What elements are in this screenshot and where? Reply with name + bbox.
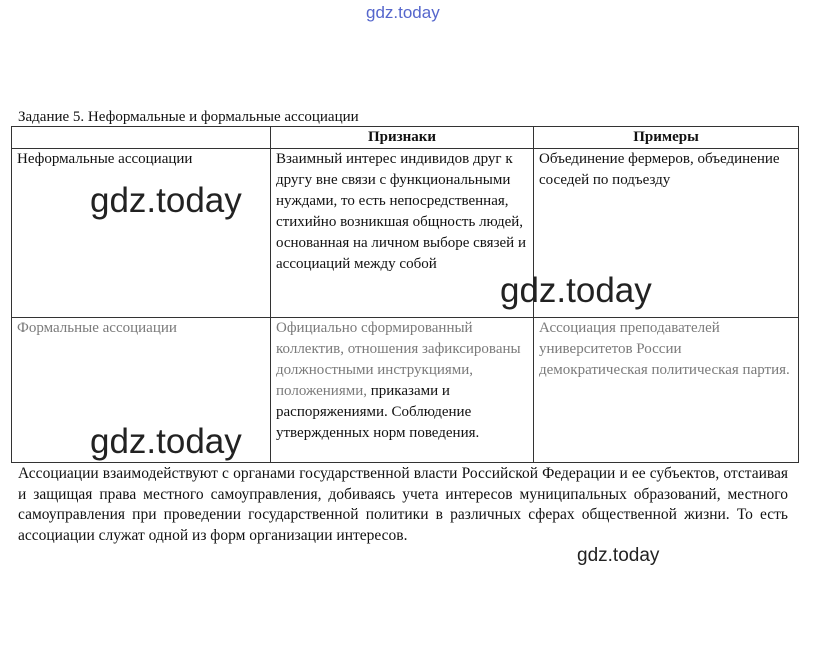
row-formal-features-faded: Официально сформированный коллектив, отношения зафиксированы должностными инструкциями, положениями,	[276, 320, 521, 399]
row-informal-examples: Объединение фермеров, объединение соседей по подъезду	[534, 149, 799, 318]
row-formal-examples: Ассоциация преподавателей университетов России демократическая политическая партия.	[534, 318, 799, 463]
row-formal-features-clear: приказами и распоряжениями. Соблюдение утвержденных норм поведения.	[276, 383, 480, 441]
row-formal-name: Формальные ассоциации	[12, 318, 271, 463]
table-header-row	[12, 127, 799, 149]
associations-table	[11, 126, 799, 463]
watermark-1: gdz.today	[90, 181, 242, 220]
watermark-top: gdz.today	[366, 3, 440, 22]
watermark-2: gdz.today	[500, 271, 652, 310]
conclusion-paragraph: Ассоциации взаимодействуют с органами государственной власти Российской Федерации и ее субъектов, отстаивая и защищая права местного самоуправления, добиваясь учета интересов муниципальных образований, местного самоуправления при проведении государственной политики в различных сферах общественной жизни. То есть ассоциации служат одной из форм организации интересов.	[18, 465, 788, 544]
row-formal-features	[271, 318, 534, 463]
header-empty	[12, 127, 271, 149]
row-informal-features: Взаимный интерес индивидов друг к другу вне связи с функциональными нуждами, то есть непосредственная, стихийно возникшая общность людей, основанная на личном выборе связей и ассоциаций между собой	[271, 149, 534, 318]
row-informal-name: Неформальные ассоциации	[12, 149, 271, 318]
task-title: Задание 5. Неформальные и формальные ассоциации	[18, 109, 359, 125]
table-row	[12, 149, 799, 318]
watermark-3: gdz.today	[90, 422, 242, 461]
header-features: Признаки	[271, 127, 534, 149]
watermark-4: gdz.today	[577, 545, 660, 566]
header-examples: Примеры	[534, 127, 799, 149]
